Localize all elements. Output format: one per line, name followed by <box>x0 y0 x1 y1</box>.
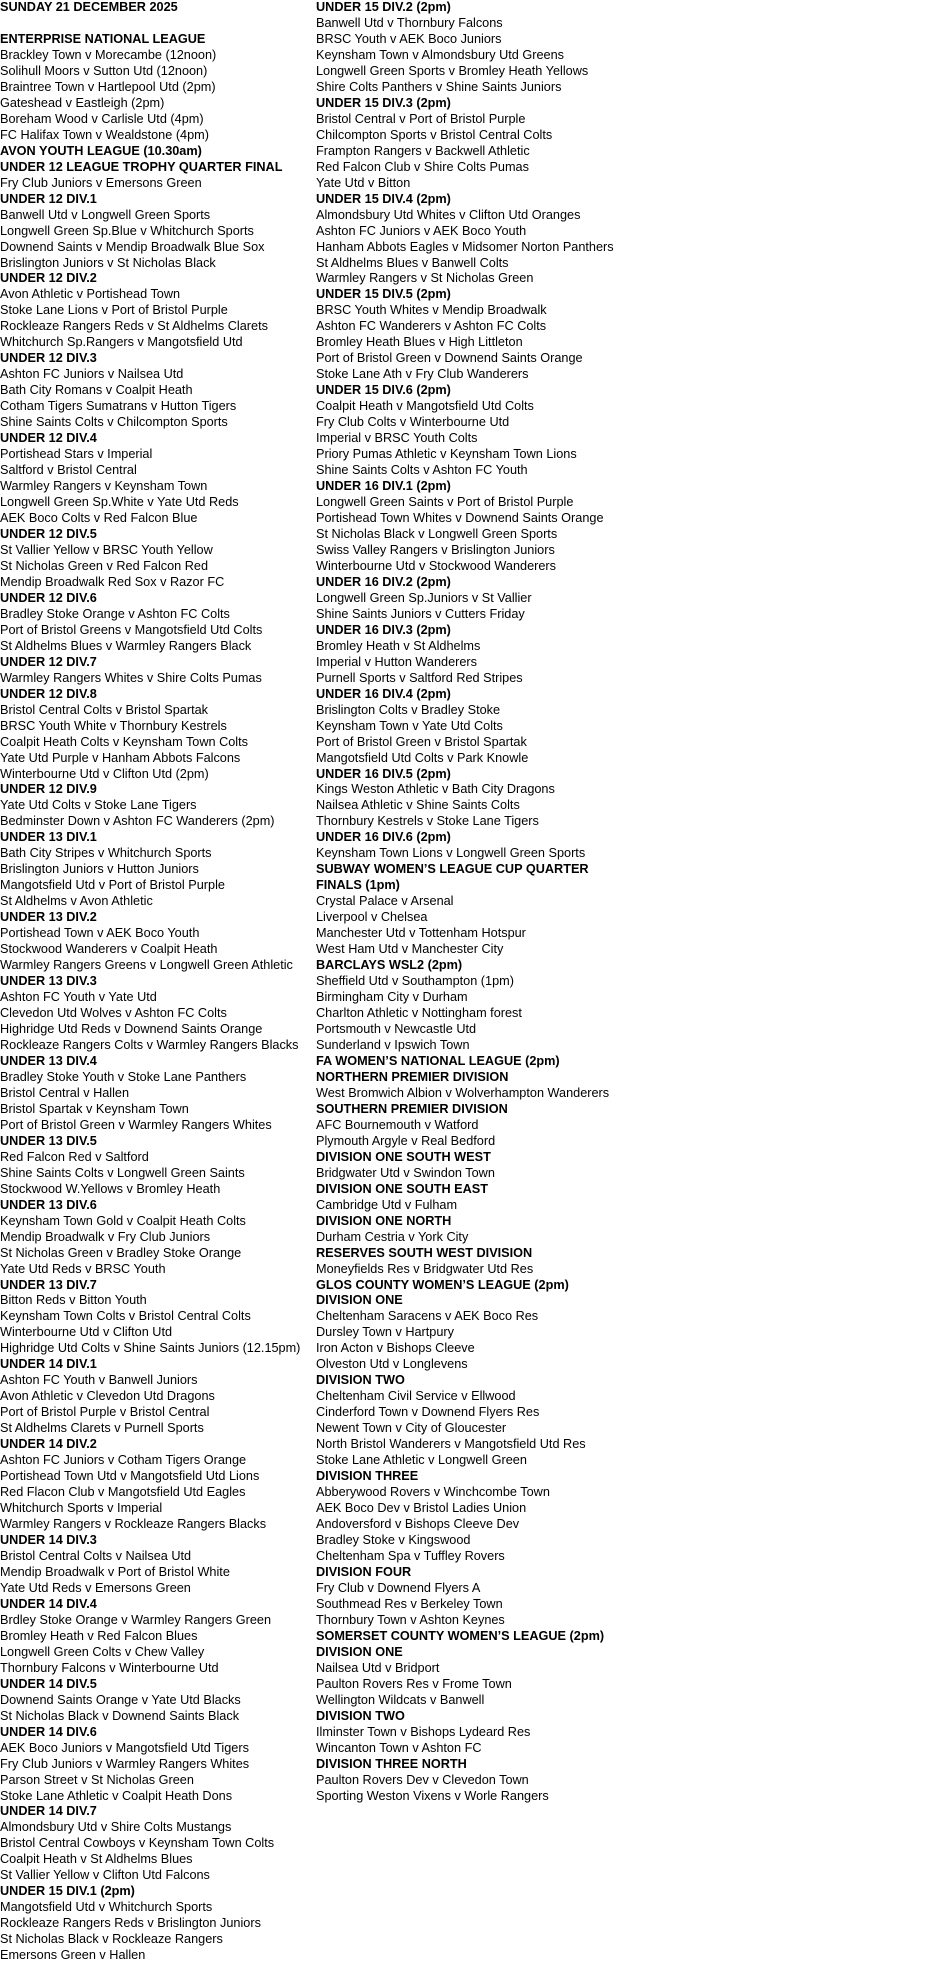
section-heading: UNDER 14 DIV.6 <box>0 1724 97 1739</box>
section-heading: UNDER 12 LEAGUE TROPHY QUARTER FINAL <box>0 159 283 174</box>
fixture-line: Mendip Broadwalk v Port of Bristol White <box>0 1564 230 1579</box>
section-heading: UNDER 12 DIV.7 <box>0 654 97 669</box>
fixture-line: Mendip Broadwalk Red Sox v Razor FC <box>0 574 225 589</box>
fixture-line: Port of Bristol Green v Bristol Spartak <box>316 734 527 749</box>
fixture-line: Red Flacon Club v Mangotsfield Utd Eagles <box>0 1485 246 1500</box>
fixture-line: Iron Acton v Bishops Cleeve <box>316 1341 475 1356</box>
fixture-line: Brislington Juniors v St Nicholas Black <box>0 255 216 270</box>
fixture-line: Ashton FC Juniors v Cotham Tigers Orange <box>0 1453 247 1468</box>
fixture-line: Brislington Colts v Bradley Stoke <box>316 702 501 717</box>
fixture-line: Rockleaze Rangers Reds v Brislington Juniors <box>0 1916 261 1931</box>
fixture-line: Rockleaze Rangers Reds v St Aldhelms Clarets <box>0 319 268 334</box>
fixture-line: Kings Weston Athletic v Bath City Dragons <box>316 782 555 797</box>
fixture-line: Port of Bristol Green v Downend Saints Orange <box>316 351 583 366</box>
fixture-line: Portsmouth v Newcastle Utd <box>316 1022 477 1036</box>
section-heading: UNDER 16 DIV.2 (2pm) <box>316 574 451 589</box>
section-heading: ENTERPRISE NATIONAL LEAGUE <box>0 31 206 46</box>
fixture-line: Bitton Reds v Bitton Youth <box>0 1293 147 1308</box>
fixture-line: Cheltenham Spa v Tuffley Rovers <box>316 1548 505 1563</box>
fixture-line: Cotham Tigers Sumatrans v Hutton Tigers <box>0 399 237 414</box>
fixture-line: Shine Saints Colts v Chilcompton Sports <box>0 415 228 430</box>
fixture-line: Downend Saints Orange v Yate Utd Blacks <box>0 1692 241 1707</box>
section-heading: SUBWAY WOMEN’S LEAGUE CUP QUARTER <box>316 862 589 877</box>
fixture-line: Ashton FC Youth v Banwell Juniors <box>0 1373 198 1388</box>
fixture-line: St Nicholas Black v Longwell Green Sports <box>316 526 558 541</box>
fixture-line: Cinderford Town v Downend Flyers Res <box>316 1405 540 1420</box>
section-heading: UNDER 13 DIV.7 <box>0 1277 97 1292</box>
fixture-line: Bridgwater Utd v Swindon Town <box>316 1165 495 1180</box>
fixture-line: Stoke Lane Ath v Fry Club Wanderers <box>316 367 529 382</box>
section-heading: NORTHERN PREMIER DIVISION <box>316 1069 509 1084</box>
fixture-line: Birmingham City v Durham <box>316 990 468 1005</box>
fixture-line: Banwell Utd v Longwell Green Sports <box>0 207 211 222</box>
fixture-line: Avon Athletic v Portishead Town <box>0 287 181 302</box>
fixture-line: Coalpit Heath Colts v Keynsham Town Colts <box>0 734 248 749</box>
fixture-line: Purnell Sports v Saltford Red Stripes <box>316 670 523 685</box>
fixture-line: Winterbourne Utd v Stockwood Wanderers <box>316 558 556 573</box>
fixture-line: Bromley Heath v St Aldhelms <box>316 638 481 653</box>
section-heading: UNDER 12 DIV.4 <box>0 431 97 446</box>
section-heading: UNDER 12 DIV.3 <box>0 351 97 366</box>
fixture-line: Chilcompton Sports v Bristol Central Colts <box>316 127 553 142</box>
fixture-line: Sunderland v Ipswich Town <box>316 1037 470 1052</box>
section-heading: DIVISION ONE SOUTH EAST <box>316 1181 489 1196</box>
fixture-line: Red Falcon Red v Saltford <box>0 1149 149 1164</box>
fixture-line: Rockleaze Rangers Colts v Warmley Rangers Blacks <box>0 1037 299 1052</box>
section-heading: UNDER 16 DIV.4 (2pm) <box>316 686 451 701</box>
fixture-line: Bristol Central v Port of Bristol Purple <box>316 111 526 126</box>
fixture-line: Portishead Town Whites v Downend Saints Orange <box>316 511 604 525</box>
fixture-line: Manchester Utd v Tottenham Hotspur <box>316 926 526 941</box>
fixture-line: Mangotsfield Utd v Whitchurch Sports <box>0 1900 213 1915</box>
fixture-line: Longwell Green Colts v Chew Valley <box>0 1644 205 1659</box>
fixture-line: Nailsea Utd v Bridport <box>316 1660 440 1675</box>
fixture-line: Fry Club Colts v Winterbourne Utd <box>316 415 510 430</box>
fixture-line: Frampton Rangers v Backwell Athletic <box>316 143 530 158</box>
fixture-line: Keynsham Town Lions v Longwell Green Sports <box>316 846 586 861</box>
section-heading: UNDER 15 DIV.6 (2pm) <box>316 383 451 398</box>
section-heading: UNDER 13 DIV.1 <box>0 830 97 845</box>
fixture-line: Plymouth Argyle v Real Bedford <box>316 1133 496 1148</box>
fixture-line: Southmead Res v Berkeley Town <box>316 1596 503 1611</box>
section-heading: UNDER 15 DIV.5 (2pm) <box>316 287 451 302</box>
section-heading: UNDER 12 DIV.5 <box>0 526 97 541</box>
fixture-line: St Nicholas Green v Red Falcon Red <box>0 558 209 573</box>
section-heading: UNDER 15 DIV.3 (2pm) <box>316 95 451 110</box>
fixture-line: Durham Cestria v York City <box>316 1229 469 1244</box>
fixture-line: Charlton Athletic v Nottingham forest <box>316 1006 522 1021</box>
fixture-line: St Vallier Yellow v Clifton Utd Falcons <box>0 1868 210 1883</box>
section-heading: DIVISION ONE NORTH <box>316 1213 452 1228</box>
fixture-line: Imperial v BRSC Youth Colts <box>316 431 478 446</box>
section-heading: UNDER 13 DIV.5 <box>0 1133 97 1148</box>
fixture-line: Red Falcon Club v Shire Colts Pumas <box>316 159 529 174</box>
section-heading: UNDER 12 DIV.2 <box>0 271 97 286</box>
fixture-line: Imperial v Hutton Wanderers <box>316 654 478 669</box>
fixture-line: Sheffield Utd v Southampton (1pm) <box>316 974 514 989</box>
section-heading: SUNDAY 21 DECEMBER 2025 <box>0 0 178 14</box>
fixture-line: BRSC Youth v AEK Boco Juniors <box>316 31 502 46</box>
fixture-line: West Bromwich Albion v Wolverhampton Wanderers <box>316 1085 610 1100</box>
fixture-line: St Nicholas Black v Downend Saints Black <box>0 1708 240 1723</box>
fixture-line: Yate Utd v Bitton <box>316 175 411 190</box>
fixture-line: Gateshead v Eastleigh (2pm) <box>0 95 165 110</box>
fixture-line: Portishead Town Utd v Mangotsfield Utd Lions <box>0 1469 260 1484</box>
fixture-line: Bedminster Down v Ashton FC Wanderers (2pm) <box>0 814 275 829</box>
section-heading: UNDER 14 DIV.1 <box>0 1357 97 1372</box>
fixture-line: Dursley Town v Hartpury <box>316 1325 454 1340</box>
fixture-line: Wincanton Town v Ashton FC <box>316 1740 482 1755</box>
section-heading: UNDER 16 DIV.3 (2pm) <box>316 622 451 637</box>
fixture-line: Longwell Green Saints v Port of Bristol Purple <box>316 495 574 510</box>
fixture-line: Fry Club v Downend Flyers A <box>316 1580 481 1595</box>
fixture-line: Shine Saints Juniors v Cutters Friday <box>316 606 525 621</box>
section-heading: DIVISION ONE <box>316 1293 403 1308</box>
fixture-line: Swiss Valley Rangers v Brislington Juniors <box>316 542 555 557</box>
section-heading: DIVISION ONE <box>316 1644 403 1659</box>
section-heading: GLOS COUNTY WOMEN’S LEAGUE (2pm) <box>316 1277 569 1292</box>
section-heading: UNDER 16 DIV.1 (2pm) <box>316 479 451 494</box>
fixture-line: Ilminster Town v Bishops Lydeard Res <box>316 1724 531 1739</box>
fixture-line: Bristol Central Colts v Nailsea Utd <box>0 1548 192 1563</box>
fixture-line: Bath City Stripes v Whitchurch Sports <box>0 846 212 861</box>
section-heading: SOMERSET COUNTY WOMEN’S LEAGUE (2pm) <box>316 1628 605 1643</box>
fixture-line: Bristol Spartak v Keynsham Town <box>0 1101 189 1116</box>
section-heading: AVON YOUTH LEAGUE (10.30am) <box>0 143 202 158</box>
fixture-line: Braintree Town v Hartlepool Utd (2pm) <box>0 79 216 94</box>
section-heading: DIVISION THREE NORTH <box>316 1756 467 1771</box>
fixture-line: Port of Bristol Purple v Bristol Central <box>0 1405 210 1420</box>
fixture-line: Mendip Broadwalk v Fry Club Juniors <box>0 1229 211 1244</box>
fixture-line: Crystal Palace v Arsenal <box>316 894 454 909</box>
fixture-line: Thornbury Kestrels v Stoke Lane Tigers <box>316 814 539 829</box>
section-heading: DIVISION THREE <box>316 1469 419 1484</box>
fixture-line: Longwell Green Sp.Juniors v St Vallier <box>316 590 532 605</box>
fixture-line: Coalpit Heath v Mangotsfield Utd Colts <box>316 399 534 414</box>
fixture-line: Portishead Stars v Imperial <box>0 447 153 462</box>
section-heading: SOUTHERN PREMIER DIVISION <box>316 1101 508 1116</box>
fixture-line: Coalpit Heath v St Aldhelms Blues <box>0 1852 193 1867</box>
fixture-line: AFC Bournemouth v Watford <box>316 1117 479 1132</box>
fixture-line: Avon Athletic v Clevedon Utd Dragons <box>0 1389 215 1404</box>
fixture-line: Whitchurch Sp.Rangers v Mangotsfield Utd <box>0 335 243 350</box>
fixture-line: Yate Utd Colts v Stoke Lane Tigers <box>0 798 197 813</box>
fixture-line: Cheltenham Saracens v AEK Boco Res <box>316 1309 539 1324</box>
fixture-line: Longwell Green Sp.White v Yate Utd Reds <box>0 495 239 510</box>
section-heading: DIVISION TWO <box>316 1373 405 1388</box>
section-heading: FINALS (1pm) <box>316 878 400 893</box>
fixture-line: Bristol Central Colts v Bristol Spartak <box>0 702 208 717</box>
fixture-line: BRSC Youth White v Thornbury Kestrels <box>0 718 227 733</box>
blank-line <box>0 16 316 32</box>
fixture-line: Cambridge Utd v Fulham <box>316 1197 458 1212</box>
fixture-line: St Vallier Yellow v BRSC Youth Yellow <box>0 542 213 557</box>
section-heading: UNDER 12 DIV.6 <box>0 590 97 605</box>
fixture-line: Keynsham Town v Almondsbury Utd Greens <box>316 47 564 62</box>
section-heading: FA WOMEN’S NATIONAL LEAGUE (2pm) <box>316 1053 560 1068</box>
section-heading: UNDER 15 DIV.2 (2pm) <box>316 0 451 14</box>
fixture-line: Bristol Central Cowboys v Keynsham Town Colts <box>0 1836 275 1851</box>
section-heading: UNDER 13 DIV.2 <box>0 910 97 925</box>
fixture-line: Keynsham Town Gold v Coalpit Heath Colts <box>0 1213 246 1228</box>
fixture-line: Keynsham Town v Yate Utd Colts <box>316 718 503 733</box>
section-heading: UNDER 13 DIV.4 <box>0 1053 97 1068</box>
fixture-line: Newent Town v City of Gloucester <box>316 1421 507 1436</box>
fixture-line: Warmley Rangers Whites v Shire Colts Pumas <box>0 670 262 685</box>
fixture-line: North Bristol Wanderers v Mangotsfield Utd Res <box>316 1437 586 1452</box>
fixture-line: Brdley Stoke Orange v Warmley Rangers Green <box>0 1612 272 1627</box>
fixture-line: Whitchurch Sports v Imperial <box>0 1501 163 1516</box>
fixture-line: St Aldhelms Clarets v Purnell Sports <box>0 1421 204 1436</box>
fixture-line: Cheltenham Civil Service v Ellwood <box>316 1389 516 1404</box>
section-heading: UNDER 12 DIV.9 <box>0 782 97 797</box>
fixture-line: Thornbury Town v Ashton Keynes <box>316 1612 505 1627</box>
section-heading: UNDER 15 DIV.4 (2pm) <box>316 191 451 206</box>
fixture-line: Yate Utd Reds v Emersons Green <box>0 1580 191 1595</box>
fixture-line: Warmley Rangers Greens v Longwell Green Athletic <box>0 958 293 973</box>
section-heading: UNDER 16 DIV.5 (2pm) <box>316 766 451 781</box>
fixture-line: Mangotsfield Utd v Port of Bristol Purple <box>0 878 225 893</box>
fixture-line: Ashton FC Youth v Yate Utd <box>0 990 157 1005</box>
fixture-line: Winterbourne Utd v Clifton Utd <box>0 1325 173 1340</box>
fixture-line: Thornbury Falcons v Winterbourne Utd <box>0 1660 219 1675</box>
fixture-line: Stoke Lane Lions v Port of Bristol Purple <box>0 303 228 318</box>
fixture-line: St Nicholas Black v Rockleaze Rangers <box>0 1932 223 1947</box>
fixture-line: Brislington Juniors v Hutton Juniors <box>0 862 199 877</box>
fixture-line: Bradley Stoke Youth v Stoke Lane Panthers <box>0 1069 247 1084</box>
section-heading: UNDER 14 DIV.7 <box>0 1804 97 1819</box>
section-heading: DIVISION TWO <box>316 1708 405 1723</box>
fixture-line: Hanham Abbots Eagles v Midsomer Norton Panthers <box>316 239 614 254</box>
fixture-line: Paulton Rovers Dev v Clevedon Town <box>316 1772 529 1787</box>
section-heading: UNDER 12 DIV.1 <box>0 191 97 206</box>
fixture-line: Bath City Romans v Coalpit Heath <box>0 383 193 398</box>
fixture-line: Stoke Lane Athletic v Coalpit Heath Dons <box>0 1788 233 1803</box>
section-heading: UNDER 14 DIV.4 <box>0 1596 97 1611</box>
section-heading: DIVISION ONE SOUTH WEST <box>316 1149 491 1164</box>
fixture-line: Yate Utd Purple v Hanham Abbots Falcons <box>0 750 241 765</box>
fixture-line: Shine Saints Colts v Longwell Green Saints <box>0 1165 245 1180</box>
section-heading: BARCLAYS WSL2 (2pm) <box>316 958 463 973</box>
section-heading: UNDER 15 DIV.1 (2pm) <box>0 1884 135 1899</box>
fixture-line: Port of Bristol Greens v Mangotsfield Utd Colts <box>0 622 263 637</box>
fixture-line: Parson Street v St Nicholas Green <box>0 1772 194 1787</box>
fixture-line: Bromley Heath Blues v High Littleton <box>316 335 523 350</box>
fixture-line: Ashton FC Juniors v AEK Boco Youth <box>316 223 527 238</box>
fixture-line: Stoke Lane Athletic v Longwell Green <box>316 1453 527 1468</box>
fixture-line: Moneyfields Res v Bridgwater Utd Res <box>316 1261 534 1276</box>
fixture-line: Clevedon Utd Wolves v Ashton FC Colts <box>0 1006 227 1021</box>
fixture-line: Shine Saints Colts v Ashton FC Youth <box>316 463 528 478</box>
fixture-line: Nailsea Athletic v Shine Saints Colts <box>316 798 520 813</box>
fixture-line: Portishead Town v AEK Boco Youth <box>0 926 200 941</box>
fixture-line: Banwell Utd v Thornbury Falcons <box>316 15 503 30</box>
fixture-line: Abberywood Rovers v Winchcombe Town <box>316 1485 550 1500</box>
fixture-line: Wellington Wildcats v Banwell <box>316 1692 485 1707</box>
fixture-line: Longwell Green Sports v Bromley Heath Yellows <box>316 63 589 78</box>
fixture-line: Ashton FC Wanderers v Ashton FC Colts <box>316 319 547 334</box>
fixture-line: Keynsham Town Colts v Bristol Central Colts <box>0 1309 251 1324</box>
fixture-line: Yate Utd Reds v BRSC Youth <box>0 1261 166 1276</box>
fixture-line: FC Halifax Town v Wealdstone (4pm) <box>0 127 209 142</box>
fixture-line: Priory Pumas Athletic v Keynsham Town Lions <box>316 447 577 462</box>
fixture-line: Emersons Green v Hallen <box>0 1948 146 1963</box>
fixture-line: Ashton FC Juniors v Nailsea Utd <box>0 367 184 382</box>
fixture-line: Solihull Moors v Sutton Utd (12noon) <box>0 63 208 78</box>
fixture-line: Highridge Utd Reds v Downend Saints Orange <box>0 1022 263 1036</box>
fixture-line: Sporting Weston Vixens v Worle Rangers <box>316 1788 549 1803</box>
fixture-line: Downend Saints v Mendip Broadwalk Blue Sox <box>0 239 265 254</box>
fixture-line: Almondsbury Utd v Shire Colts Mustangs <box>0 1820 232 1835</box>
fixture-line: BRSC Youth Whites v Mendip Broadwalk <box>316 303 547 318</box>
section-heading: RESERVES SOUTH WEST DIVISION <box>316 1245 533 1260</box>
fixture-line: Longwell Green Sp.Blue v Whitchurch Sports <box>0 223 254 238</box>
section-heading: UNDER 16 DIV.6 (2pm) <box>316 830 451 845</box>
fixtures-column-left <box>0 0 316 1964</box>
fixture-line: Bromley Heath v Red Falcon Blues <box>0 1628 198 1643</box>
fixture-line: Bristol Central v Hallen <box>0 1085 130 1100</box>
fixture-line: St Nicholas Green v Bradley Stoke Orange <box>0 1245 242 1260</box>
fixture-line: Boreham Wood v Carlisle Utd (4pm) <box>0 111 204 126</box>
fixture-line: Stockwood W.Yellows v Bromley Heath <box>0 1181 221 1196</box>
section-heading: DIVISION FOUR <box>316 1564 412 1579</box>
fixture-line: Warmley Rangers v Rockleaze Rangers Blacks <box>0 1517 267 1532</box>
section-heading: UNDER 13 DIV.6 <box>0 1197 97 1212</box>
fixture-line: Port of Bristol Green v Warmley Rangers Whites <box>0 1117 272 1132</box>
fixture-line: Warmley Rangers v St Nicholas Green <box>316 271 534 286</box>
fixture-line: AEK Boco Juniors v Mangotsfield Utd Tigers <box>0 1740 249 1755</box>
fixture-line: Brackley Town v Morecambe (12noon) <box>0 47 217 62</box>
fixture-line: Fry Club Juniors v Emersons Green <box>0 175 202 190</box>
section-heading: UNDER 14 DIV.2 <box>0 1437 97 1452</box>
fixture-line: Highridge Utd Colts v Shine Saints Juniors (12.15pm) <box>0 1341 301 1356</box>
fixture-line: Stockwood Wanderers v Coalpit Heath <box>0 942 218 957</box>
fixture-line: Almondsbury Utd Whites v Clifton Utd Oranges <box>316 207 581 222</box>
fixture-line: West Ham Utd v Manchester City <box>316 942 504 957</box>
fixture-line: St Aldhelms Blues v Banwell Colts <box>316 255 509 270</box>
section-heading: UNDER 14 DIV.5 <box>0 1676 97 1691</box>
fixture-line: Bradley Stoke Orange v Ashton FC Colts <box>0 606 230 621</box>
fixture-line: Shire Colts Panthers v Shine Saints Juniors <box>316 79 562 94</box>
fixture-line: Liverpool v Chelsea <box>316 910 428 925</box>
section-heading: UNDER 14 DIV.3 <box>0 1533 97 1547</box>
fixture-line: Saltford v Bristol Central <box>0 463 137 478</box>
section-heading: UNDER 13 DIV.3 <box>0 974 97 989</box>
fixture-line: St Aldhelms v Avon Athletic <box>0 894 153 909</box>
fixture-line: Winterbourne Utd v Clifton Utd (2pm) <box>0 766 209 781</box>
fixture-line: Olveston Utd v Longlevens <box>316 1357 468 1372</box>
fixture-line: Fry Club Juniors v Warmley Rangers Whites <box>0 1756 250 1771</box>
fixture-line: AEK Boco Colts v Red Falcon Blue <box>0 511 198 525</box>
fixture-line: Mangotsfield Utd Colts v Park Knowle <box>316 750 529 765</box>
fixtures-column-right <box>316 0 946 1804</box>
section-heading: UNDER 12 DIV.8 <box>0 686 97 701</box>
fixture-line: Bradley Stoke v Kingswood <box>316 1533 471 1547</box>
fixture-line: AEK Boco Dev v Bristol Ladies Union <box>316 1501 527 1516</box>
fixture-line: Paulton Rovers Res v Frome Town <box>316 1676 512 1691</box>
fixture-line: St Aldhelms Blues v Warmley Rangers Black <box>0 638 252 653</box>
fixture-line: Andoversford v Bishops Cleeve Dev <box>316 1517 520 1532</box>
fixture-line: Warmley Rangers v Keynsham Town <box>0 479 208 494</box>
